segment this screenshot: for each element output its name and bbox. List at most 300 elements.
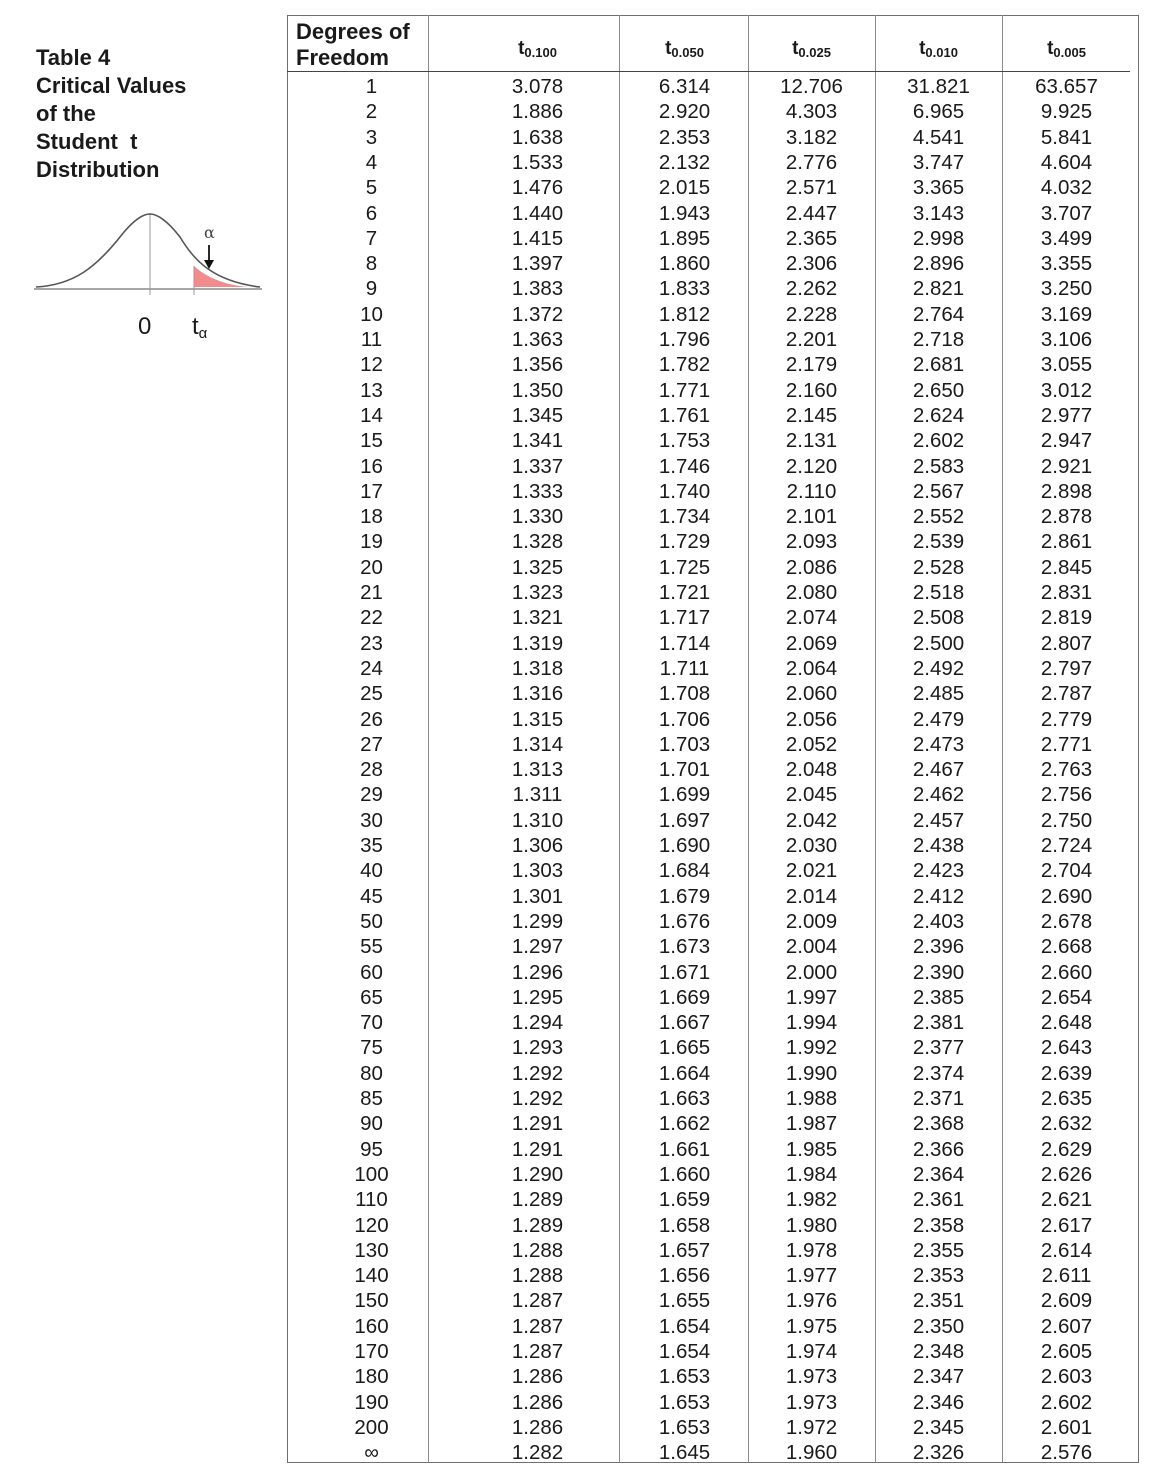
df-cell: 130 [354,1238,389,1262]
df-cell: 65 [360,985,383,1009]
critical-value-cell: 1.315 [511,707,564,731]
critical-value-cell: 2.145 [785,403,838,427]
title-line: of the [36,101,96,126]
critical-value-cell: 1.663 [658,1087,711,1110]
critical-value-cell: 2.093 [785,530,838,554]
header-t-0.005 [1004,38,1129,60]
critical-value-cell: 1.943 [658,201,711,225]
critical-value-cell: 2.639 [1040,1061,1093,1085]
critical-value-cell: 2.920 [658,100,711,124]
critical-value-cell: 3.169 [1040,302,1093,326]
critical-value-cell: 2.009 [785,909,838,933]
critical-value-cell: 1.311 [512,783,563,807]
critical-value-cell: 1.653 [658,1415,711,1439]
critical-value-cell: 1.973 [785,1390,838,1414]
critical-value-cell: 1.664 [658,1061,711,1085]
critical-value-cell: 1.717 [658,606,711,630]
critical-value-cell: 2.845 [1040,555,1093,579]
critical-value-cell: 1.660 [658,1162,711,1186]
critical-value-cell: 1.291 [511,1112,564,1136]
column-divider [1002,15,1003,1463]
df-cell: 11 [360,328,383,351]
critical-value-cell: 1.997 [785,985,838,1009]
df-cell: 95 [360,1137,383,1161]
critical-value-cell: 1.676 [658,909,711,933]
critical-value-cell: 2.347 [912,1365,965,1389]
critical-value-cell: 2.374 [912,1061,965,1085]
critical-value-cell: 1.761 [658,403,711,427]
critical-value-cell: 1.297 [511,935,564,959]
critical-value-cell: 1.299 [511,909,564,933]
df-cell: 15 [360,429,383,453]
critical-value-cell: 1.653 [658,1365,711,1389]
critical-value-cell: 1.987 [785,1112,838,1136]
critical-value-cell: 5.841 [1040,125,1093,149]
critical-value-cell: 2.447 [785,201,838,225]
critical-value-cell: 2.060 [785,682,838,706]
critical-value-cell: 2.650 [912,378,965,402]
header-t-0.100 [475,38,600,60]
critical-value-cell: 2.878 [1040,505,1093,529]
critical-value-cell: 1.974 [785,1340,838,1363]
critical-value-cell: 2.132 [658,150,711,174]
critical-value-cell: 1.356 [511,353,564,377]
critical-value-cell: 2.080 [785,581,838,604]
df-cell: 180 [354,1365,389,1389]
critical-value-cell: 2.643 [1040,1036,1093,1060]
critical-value-cell: 2.462 [912,783,965,807]
critical-value-cell: 1.711 [659,656,710,680]
critical-value-cell: 2.366 [912,1137,965,1161]
critical-value-cell: 1.295 [511,985,564,1009]
critical-value-cell: 1.980 [785,1213,838,1237]
critical-value-cell: 2.602 [912,429,965,453]
critical-value-cell: 1.985 [785,1137,838,1161]
critical-value-cell: 2.576 [1040,1441,1093,1465]
critical-value-cell: 1.645 [658,1441,711,1465]
critical-value-cell: 1.301 [511,884,564,908]
critical-value-cell: 1.292 [511,1087,564,1110]
critical-value-cell: 1.714 [658,631,711,655]
critical-value-cell: 1.476 [511,176,564,200]
critical-value-cell: 1.657 [658,1238,711,1262]
title-line: Distribution [36,157,160,182]
critical-value-cell: 3.365 [912,176,965,200]
df-cell: 30 [360,808,383,832]
critical-value-cell: 1.771 [658,378,711,402]
df-cell: 200 [354,1415,389,1439]
critical-value-cell: 3.143 [912,201,965,225]
critical-value-cell: 1.289 [511,1213,564,1237]
critical-value-cell: 1.397 [511,252,564,276]
critical-value-cell: 2.485 [912,682,965,706]
df-cell: 13 [360,378,383,402]
header-t-subscript: 0.005 [1053,45,1086,60]
critical-value-cell: 1.306 [511,834,564,857]
critical-value-cell: 1.662 [658,1112,711,1136]
critical-value-cell: 2.353 [658,125,711,149]
critical-value-cell: 2.921 [1040,454,1093,478]
critical-value-cell: 2.704 [1040,859,1093,883]
critical-value-cell: 3.250 [1040,277,1093,301]
critical-value-cell: 2.350 [912,1314,965,1338]
critical-value-cell: 2.776 [785,150,838,174]
critical-value-cell: 6.965 [912,100,965,124]
critical-value-cell: 2.756 [1040,783,1093,807]
critical-value-cell: 2.045 [785,783,838,807]
critical-value-cell: 2.403 [912,909,965,933]
critical-value-cell: 1.286 [511,1390,564,1414]
critical-value-cell: 1.345 [511,403,564,427]
critical-value-cell: 2.528 [912,555,965,579]
df-cell: 5 [365,176,378,200]
df-cell: 120 [354,1213,389,1237]
critical-value-cell: 2.101 [785,505,838,529]
critical-value-cell: 1.992 [785,1036,838,1060]
df-cell: 50 [360,909,383,933]
critical-value-cell: 1.990 [785,1061,838,1085]
df-cell: 140 [354,1264,389,1288]
critical-value-cell: 1.321 [511,606,564,630]
critical-value-cell: 1.729 [658,530,711,554]
critical-value-cell: 2.390 [912,960,965,984]
critical-value-cell: 2.678 [1040,909,1093,933]
critical-value-cell: 2.492 [912,656,965,680]
critical-value-cell: 2.015 [658,176,711,200]
df-cell: 40 [360,859,383,883]
critical-value-cell: 1.661 [658,1137,711,1161]
df-cell: 110 [355,1188,388,1212]
critical-value-cell: 3.012 [1040,378,1093,402]
t-alpha-label [192,313,207,342]
critical-value-cell: 1.812 [658,302,711,326]
critical-value-cell: 1.679 [658,884,711,908]
critical-value-cell: 2.052 [785,732,838,756]
critical-value-cell: 1.721 [658,581,711,604]
critical-value-cell: 2.614 [1040,1238,1093,1262]
critical-value-cell: 2.724 [1040,834,1093,857]
critical-value-cell: 2.552 [912,505,965,529]
critical-value-cell: 1.383 [511,277,564,301]
critical-value-cell: 1.796 [658,328,711,351]
header-t-0.010 [876,38,1001,60]
critical-value-cell: 1.669 [658,985,711,1009]
critical-value-cell: 1.313 [511,758,564,782]
column-divider [619,15,620,1463]
critical-value-cell: 2.518 [912,581,965,604]
critical-value-cell: 2.632 [1040,1112,1093,1136]
title-line: Table 4 [36,45,111,70]
critical-value-cell: 1.673 [658,935,711,959]
critical-value-cell: 2.467 [912,758,965,782]
critical-value-cell: 1.782 [658,353,711,377]
header-t-0.025 [749,38,874,60]
critical-value-cell: 1.734 [658,505,711,529]
critical-value-cell: 2.601 [1040,1415,1093,1439]
critical-value-cell: 1.318 [511,656,564,680]
critical-value-cell: 1.690 [658,834,711,857]
df-cell: 23 [360,631,383,655]
critical-value-cell: 2.381 [912,1011,965,1035]
critical-value-cell: 1.984 [785,1162,838,1186]
critical-value-cell: 1.655 [658,1289,711,1313]
critical-value-cell: 4.032 [1040,176,1093,200]
critical-value-cell: 2.750 [1040,808,1093,832]
critical-value-cell: 1.337 [511,454,564,478]
df-cell: 17 [360,479,383,503]
title-line: Student t [36,129,138,154]
critical-value-cell: 2.064 [785,656,838,680]
critical-value-cell: 2.086 [785,555,838,579]
critical-value-cell: 2.605 [1040,1340,1093,1363]
df-cell: 85 [360,1087,383,1110]
critical-value-cell: 31.821 [907,75,970,98]
df-cell: 3 [365,125,378,149]
header-degrees-of-freedom [296,19,410,71]
critical-value-cell: 2.004 [785,935,838,959]
critical-value-cell: 1.330 [511,505,564,529]
critical-value-cell: 2.056 [785,707,838,731]
df-cell: 20 [360,555,383,579]
table-title [36,44,186,184]
df-cell: 45 [360,884,383,908]
critical-value-cell: 2.385 [912,985,965,1009]
critical-value-cell: 2.353 [912,1264,965,1288]
df-cell: 190 [354,1390,389,1414]
critical-value-cell: 1.699 [658,783,711,807]
critical-value-cell: 2.819 [1040,606,1093,630]
header-t-prefix: t [919,38,926,59]
critical-value-cell: 1.287 [511,1289,564,1313]
header-t-subscript: 0.050 [671,45,704,60]
critical-value-cell: 1.289 [511,1188,564,1212]
critical-value-cell: 1.654 [658,1314,711,1338]
df-cell: 150 [354,1289,389,1313]
critical-value-cell: 1.293 [511,1036,564,1060]
df-cell: 1 [365,75,378,98]
df-cell: 4 [365,150,378,174]
critical-value-cell: 2.898 [1040,479,1093,503]
critical-value-cell: 2.617 [1040,1213,1093,1237]
critical-value-cell: 1.319 [511,631,564,655]
critical-value-cell: 2.539 [912,530,965,554]
critical-value-cell: 1.833 [658,277,711,301]
critical-value-cell: 2.624 [912,403,965,427]
critical-value-cell: 2.479 [912,707,965,731]
df-cell: 16 [360,454,383,478]
critical-value-cell: 1.656 [658,1264,711,1288]
critical-value-cell: 1.654 [658,1340,711,1363]
df-cell: 100 [354,1162,389,1186]
critical-value-cell: 2.368 [912,1112,965,1136]
header-t-subscript: 0.010 [925,45,958,60]
critical-value-cell: 2.160 [785,378,838,402]
critical-value-cell: 1.296 [511,960,564,984]
critical-value-cell: 2.346 [912,1390,965,1414]
critical-value-cell: 1.697 [658,808,711,832]
critical-value-cell: 2.771 [1040,732,1093,756]
critical-value-cell: 2.014 [785,884,838,908]
critical-value-cell: 2.690 [1040,884,1093,908]
critical-value-cell: 2.371 [912,1087,965,1110]
critical-value-cell: 2.718 [912,328,965,351]
critical-value-cell: 4.541 [912,125,965,149]
critical-value-cell: 1.753 [658,429,711,453]
critical-value-cell: 2.179 [785,353,838,377]
critical-value-cell: 2.787 [1040,682,1093,706]
critical-value-cell: 2.583 [912,454,965,478]
critical-value-cell: 2.896 [912,252,965,276]
critical-value-cell: 1.972 [785,1415,838,1439]
critical-value-cell: 1.746 [658,454,711,478]
critical-value-cell: 2.571 [785,176,838,200]
header-t-0.050 [622,38,747,60]
critical-value-cell: 1.325 [511,555,564,579]
critical-value-cell: 1.976 [785,1289,838,1313]
bell-curve-path [36,214,260,287]
critical-value-cell: 2.764 [912,302,965,326]
critical-value-cell: 2.821 [912,277,965,301]
critical-value-cell: 2.351 [912,1289,965,1313]
critical-value-cell: 1.288 [511,1264,564,1288]
critical-value-cell: 2.603 [1040,1365,1093,1389]
critical-value-cell: 2.998 [912,226,965,250]
df-cell: 35 [360,834,383,857]
critical-value-cell: 1.994 [785,1011,838,1035]
critical-value-cell: 2.621 [1040,1188,1093,1212]
critical-value-cell: 2.763 [1040,758,1093,782]
critical-value-cell: 1.415 [511,226,564,250]
critical-value-cell: 1.282 [511,1441,564,1465]
critical-value-cell: 2.438 [912,834,965,857]
critical-value-cell: 2.377 [912,1036,965,1060]
critical-value-cell: 1.960 [785,1441,838,1465]
critical-value-cell: 1.333 [511,479,564,503]
critical-value-cell: 2.030 [785,834,838,857]
critical-value-cell: 1.310 [511,808,564,832]
t-label: t [192,313,199,340]
critical-value-cell: 1.638 [511,125,564,149]
critical-value-cell: 2.131 [785,429,838,453]
df-cell: 160 [354,1314,389,1338]
df-cell: 80 [360,1061,383,1085]
critical-value-cell: 1.287 [511,1340,564,1363]
left-panel [0,0,286,1476]
df-cell: 70 [360,1011,383,1035]
alpha-symbol: α [204,223,215,242]
critical-value-cell: 2.668 [1040,935,1093,959]
critical-value-cell: 2.607 [1040,1314,1093,1338]
df-cell: 7 [365,226,378,250]
critical-value-cell: 2.779 [1040,707,1093,731]
df-cell: 90 [360,1112,383,1136]
df-cell: 27 [360,732,383,756]
critical-value-cell: 2.042 [785,808,838,832]
critical-value-cell: 2.358 [912,1213,965,1237]
critical-value-cell: 2.500 [912,631,965,655]
df-cell: 6 [365,201,378,225]
critical-value-cell: 1.665 [658,1036,711,1060]
critical-value-cell: 2.074 [785,606,838,630]
critical-value-cell: 1.975 [785,1314,838,1338]
critical-value-cell: 1.860 [658,252,711,276]
header-t-prefix: t [665,38,672,59]
critical-value-cell: 1.706 [658,707,711,731]
zero-label: 0 [138,313,152,340]
header-t-prefix: t [1047,38,1054,59]
critical-value-cell: 1.684 [658,859,711,883]
critical-value-cell: 2.831 [1040,581,1093,604]
critical-value-cell: 2.629 [1040,1137,1093,1161]
critical-value-cell: 1.667 [658,1011,711,1035]
critical-value-cell: 1.982 [785,1188,838,1212]
df-cell: 22 [360,606,383,630]
critical-value-cell: 1.440 [511,201,564,225]
critical-value-cell: 2.635 [1040,1087,1093,1110]
critical-value-cell: 2.611 [1041,1264,1092,1288]
df-cell: 28 [360,758,383,782]
critical-value-cell: 1.725 [658,555,711,579]
critical-value-cell: 1.978 [785,1238,838,1262]
critical-value-cell: 1.294 [511,1011,564,1035]
critical-value-cell: 3.055 [1040,353,1093,377]
df-cell: 75 [360,1036,383,1060]
critical-value-cell: 3.355 [1040,252,1093,276]
critical-value-cell: 1.286 [511,1365,564,1389]
df-cell: 24 [360,656,383,680]
header-t-prefix: t [792,38,799,59]
critical-value-cell: 2.609 [1040,1289,1093,1313]
critical-value-cell: 2.262 [785,277,838,301]
critical-value-cell: 2.361 [912,1188,965,1212]
critical-value-cell: 2.977 [1040,403,1093,427]
df-cell: 10 [360,302,383,326]
critical-value-cell: 2.626 [1040,1162,1093,1186]
critical-value-cell: 1.973 [785,1365,838,1389]
critical-value-cell: 2.355 [912,1238,965,1262]
critical-value-cell: 2.947 [1040,429,1093,453]
critical-value-cell: 3.078 [511,75,564,98]
critical-value-cell: 2.807 [1040,631,1093,655]
critical-value-cell: 9.925 [1040,100,1093,124]
df-cell: 19 [360,530,383,554]
critical-value-cell: 12.706 [780,75,843,98]
df-cell: 9 [365,277,378,301]
critical-value-cell: 2.396 [912,935,965,959]
df-cell: 14 [360,403,383,427]
critical-value-cell: 1.288 [511,1238,564,1262]
critical-value-cell: 1.658 [658,1213,711,1237]
title-line: Critical Values [36,73,187,98]
critical-value-cell: 1.703 [658,732,711,756]
critical-value-cell: 1.363 [511,328,564,351]
critical-value-cell: 1.303 [511,859,564,883]
critical-value-cell: 1.701 [658,758,711,782]
critical-value-cell: 2.861 [1040,530,1093,554]
df-cell: 21 [360,581,383,604]
t-distribution-curve-figure [34,205,266,297]
critical-value-cell: 1.328 [511,530,564,554]
critical-value-cell: 2.654 [1040,985,1093,1009]
header-df-line: Degrees of [296,19,410,44]
critical-value-cell: 2.110 [786,479,837,503]
critical-value-cell: 2.681 [912,353,965,377]
critical-value-cell: 2.423 [912,859,965,883]
t-subscript: α [198,325,208,342]
critical-value-cell: 6.314 [658,75,711,98]
critical-value-cell: 1.533 [511,150,564,174]
df-cell: 29 [360,783,383,807]
